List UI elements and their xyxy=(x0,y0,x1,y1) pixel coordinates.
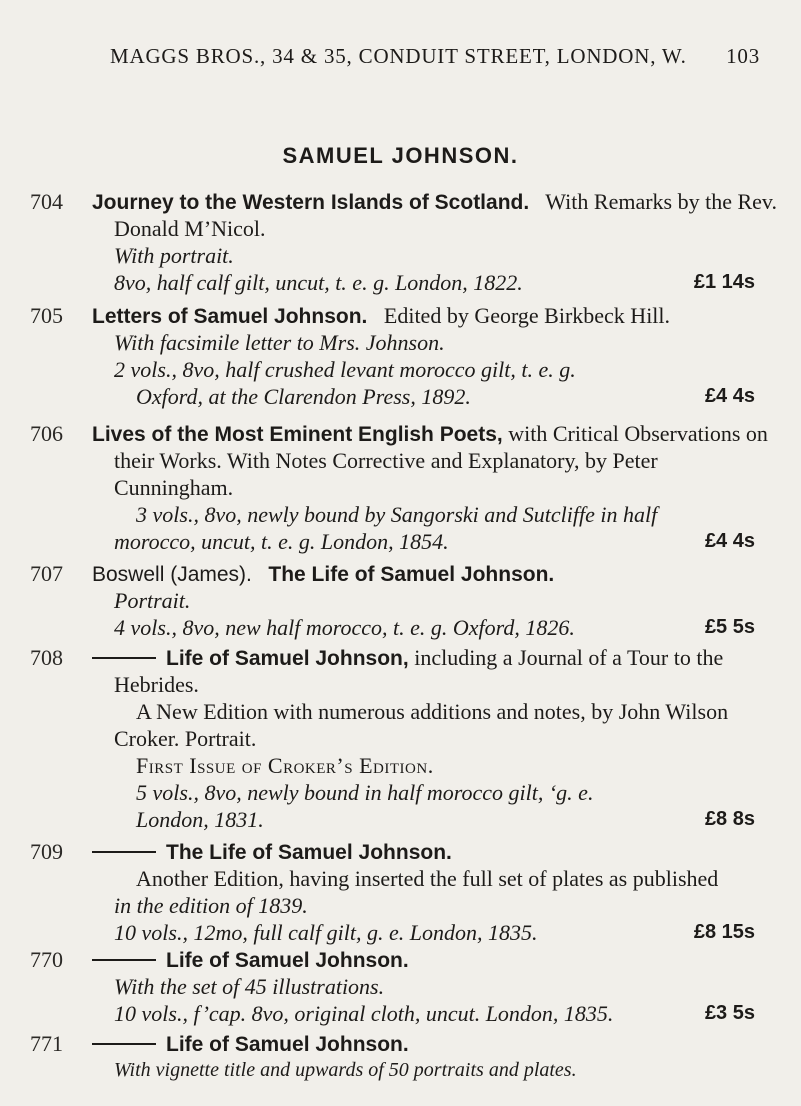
entry-format: 10 vols., 12mo, full calf gilt, g. e. London, 1835. xyxy=(114,920,538,945)
running-head xyxy=(110,44,760,69)
entry-number: 706 xyxy=(30,421,63,446)
entry-line: Cunningham. xyxy=(114,475,234,500)
entry-title: Journey to the Western Islands of Scotland. xyxy=(92,191,530,214)
entry-price: £5 5s xyxy=(704,616,755,638)
entry-line: A New Edition with numerous additions and notes, by John Wilson xyxy=(136,699,729,724)
entry-note: Portrait. xyxy=(114,588,191,613)
entry-title-rest: With Remarks by the Rev. xyxy=(545,189,777,214)
entry-title: Life of Samuel Johnson, xyxy=(166,647,409,670)
running-head-text: MAGGS BROS., 34 & 35, CONDUIT STREET, LONDON, W. xyxy=(110,44,687,68)
entry-title: The Life of Samuel Johnson. xyxy=(166,841,452,864)
entry-line: their Works. With Notes Corrective and Explanatory, by Peter xyxy=(114,448,658,473)
entry-771 xyxy=(30,1030,765,1084)
entry-707 xyxy=(30,560,765,641)
entry-705 xyxy=(30,302,765,410)
entry-title: Letters of Samuel Johnson. xyxy=(92,305,368,328)
entry-format: 10 vols., f’cap. 8vo, original cloth, uncut. London, 1835. xyxy=(114,1001,614,1026)
entry-price: £8 8s xyxy=(704,808,755,830)
ditto-rule xyxy=(92,959,156,961)
entry-issue-note: First Issue of Croker’s Edition. xyxy=(136,753,434,778)
entry-format-continued: Oxford, at the Clarendon Press, 1892. xyxy=(136,384,471,409)
entry-price: £8 15s xyxy=(693,921,755,943)
entry-title: Lives of the Most Eminent English Poets, xyxy=(92,423,503,446)
entry-number: 771 xyxy=(30,1031,63,1056)
entry-format: 8vo, half calf gilt, uncut, t. e. g. London, 1822. xyxy=(114,270,523,295)
entry-line: Hebrides. xyxy=(114,672,199,697)
entry-note: With the set of 45 illustrations. xyxy=(114,974,385,999)
entry-author: Boswell (James). xyxy=(92,563,252,586)
entry-770 xyxy=(30,946,765,1027)
entry-708 xyxy=(30,644,765,833)
entry-706 xyxy=(30,420,768,555)
entry-format-continued: London, 1831. xyxy=(136,807,264,832)
entry-title-rest: including a Journal of a Tour to the xyxy=(414,645,724,670)
entry-number: 708 xyxy=(30,645,63,670)
section-title: SAMUEL JOHNSON. xyxy=(282,143,519,168)
entry-704 xyxy=(30,188,777,296)
entry-number: 709 xyxy=(30,839,63,864)
entry-format: 5 vols., 8vo, newly bound in half morocco gilt, ‘g. e. xyxy=(136,780,594,805)
entry-note: With portrait. xyxy=(114,243,234,268)
entry-format-continued: morocco, uncut, t. e. g. London, 1854. xyxy=(114,529,449,554)
entry-title: The Life of Samuel Johnson. xyxy=(268,563,555,586)
entry-title-rest: with Critical Observations on xyxy=(508,421,768,446)
entry-title: Life of Samuel Johnson. xyxy=(166,1033,409,1056)
ditto-rule xyxy=(92,657,156,659)
entry-note: With vignette title and upwards of 50 portraits and plates. xyxy=(114,1059,577,1081)
entry-number: 704 xyxy=(30,189,63,214)
entry-709 xyxy=(30,838,765,946)
ditto-rule xyxy=(92,851,156,853)
ditto-rule xyxy=(92,1043,156,1045)
entry-title: Life of Samuel Johnson. xyxy=(166,949,409,972)
entry-line: Donald M’Nicol. xyxy=(114,216,266,241)
entry-line: Another Edition, having inserted the full set of plates as published xyxy=(136,866,719,891)
entry-price: £1 14s xyxy=(693,271,755,293)
entry-price: £4 4s xyxy=(704,530,755,552)
entry-format: 2 vols., 8vo, half crushed levant morocco gilt, t. e. g. xyxy=(114,357,576,382)
entry-line: in the edition of 1839. xyxy=(114,893,308,918)
entry-title-rest: Edited by George Birkbeck Hill. xyxy=(383,303,671,328)
entry-format: 4 vols., 8vo, new half morocco, t. e. g. Oxford, 1826. xyxy=(114,615,575,640)
entry-number: 707 xyxy=(30,561,63,586)
entry-number: 770 xyxy=(30,947,63,972)
entry-price: £4 4s xyxy=(704,385,755,407)
entry-number: 705 xyxy=(30,303,63,328)
page-number: 103 xyxy=(726,44,760,68)
entry-line: Croker. Portrait. xyxy=(114,726,257,751)
entry-price: £3 5s xyxy=(704,1002,755,1024)
entry-note: With facsimile letter to Mrs. Johnson. xyxy=(114,330,445,355)
entry-format: 3 vols., 8vo, newly bound by Sangorski and Sutcliffe in half xyxy=(136,502,658,527)
